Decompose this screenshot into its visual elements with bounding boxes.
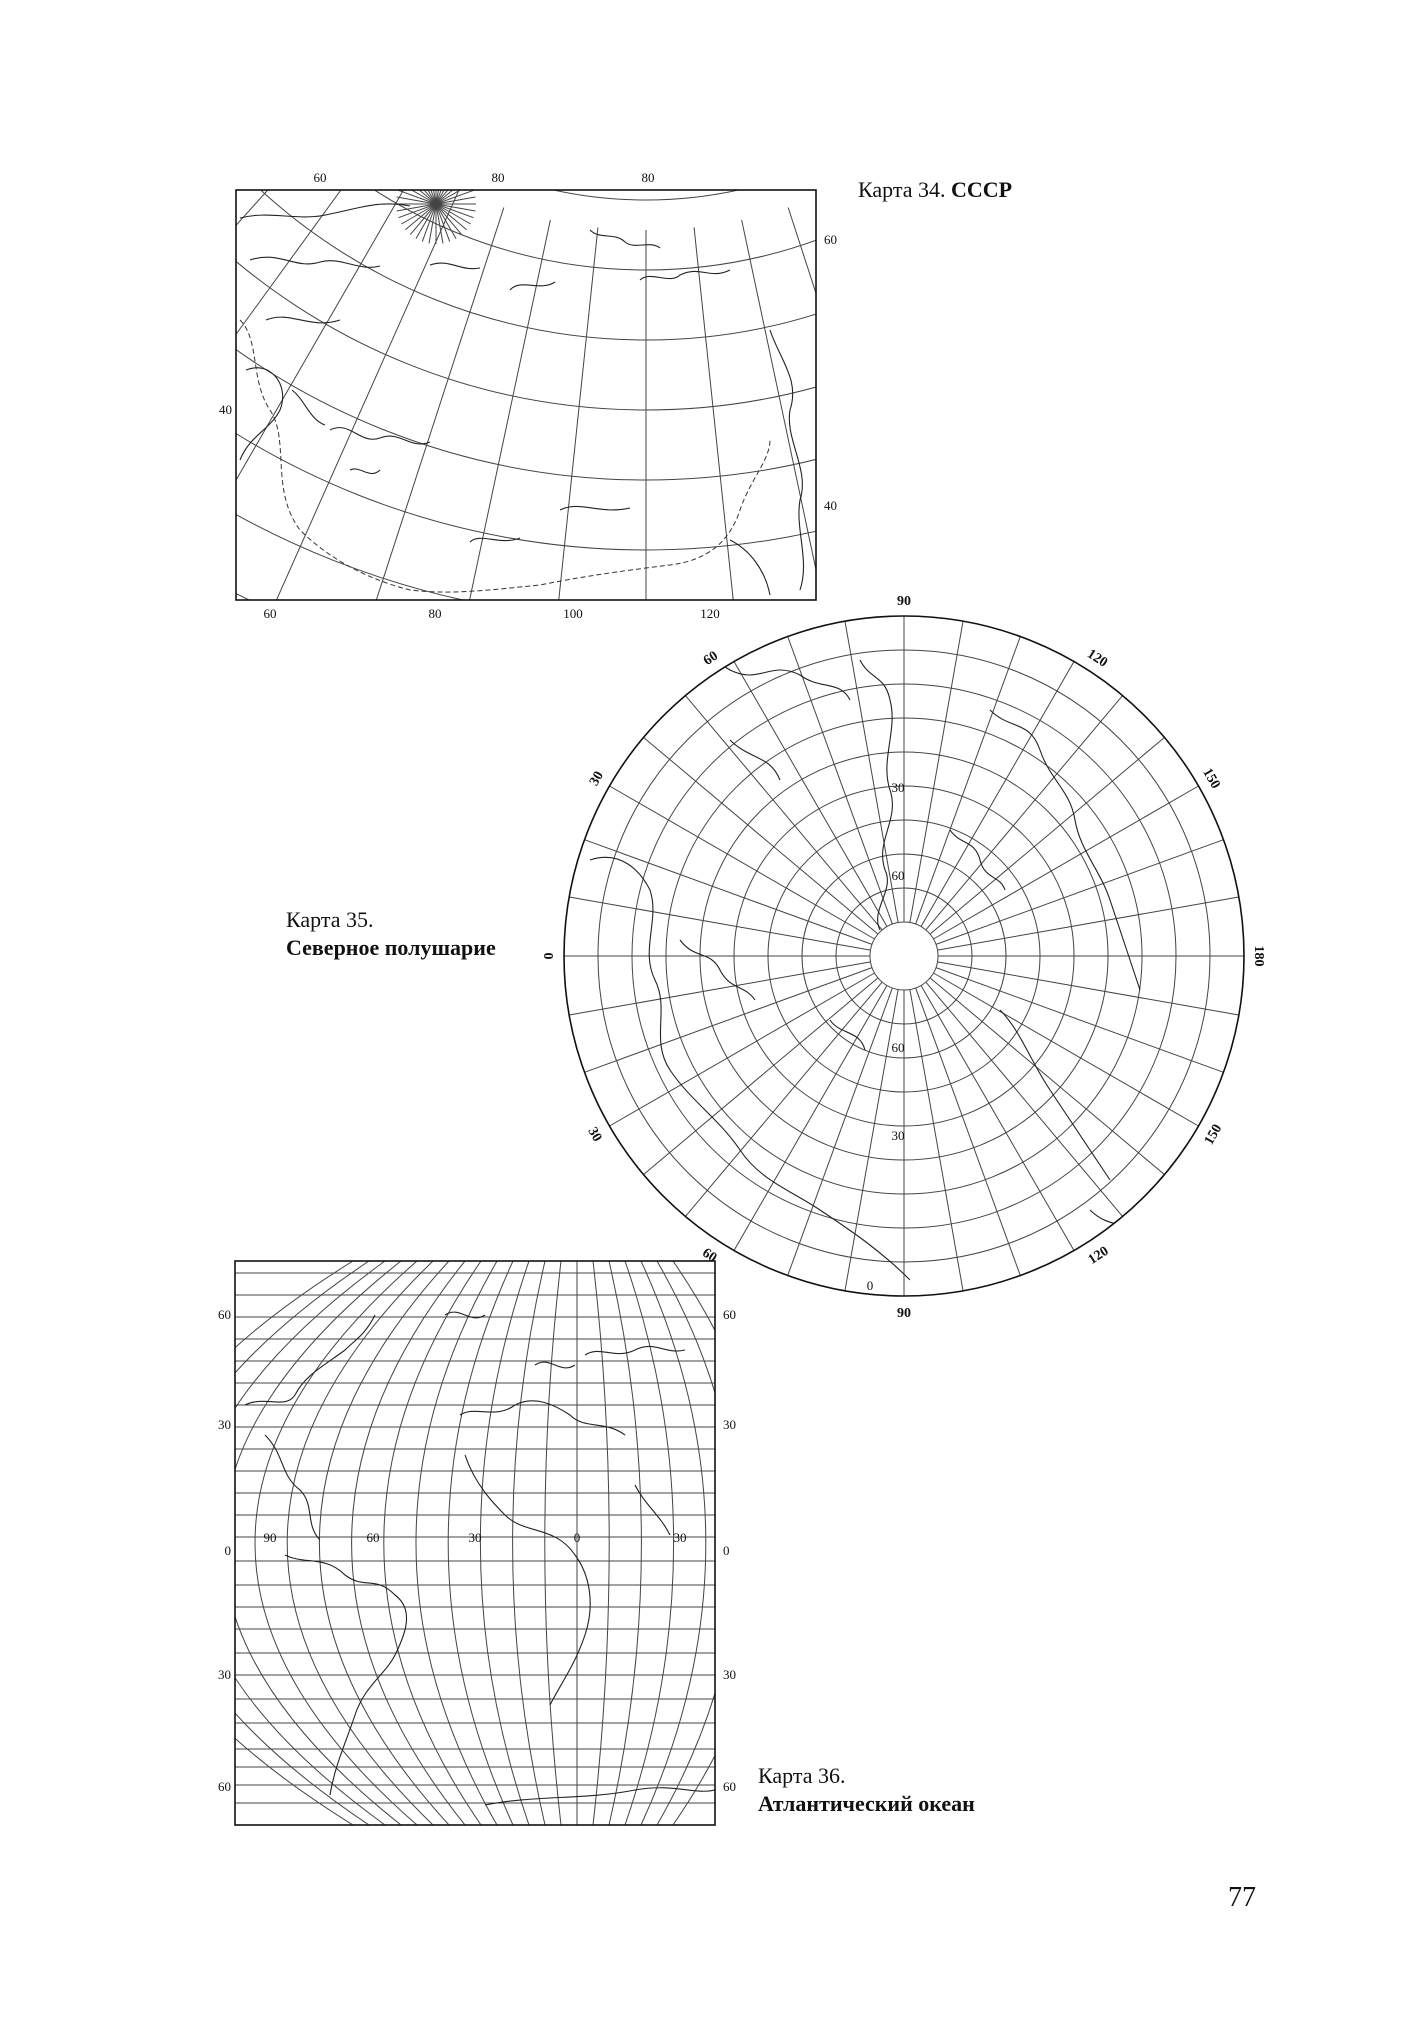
atlantic-coastline [245,1312,715,1805]
atlantic-meridian [625,1261,674,1825]
hemisphere-meridian [734,662,887,927]
atlantic-meridian [205,1261,385,1825]
ussr-bottom-label: 80 [428,606,442,620]
ussr-meridian [788,207,850,620]
atlantic-meridian-label: 90 [263,1530,277,1545]
ussr-meridian [397,220,551,620]
hemisphere-meridian [910,989,963,1290]
ussr-graticule [210,170,850,620]
hemisphere-meridian [845,621,898,922]
rim-longitude-label: 150 [1201,1121,1226,1148]
atlantic-right-label: 30 [723,1667,736,1682]
hemisphere-meridian [926,696,1123,930]
atlantic-meridian-label: 60 [366,1530,380,1545]
ussr-meridian [210,190,459,620]
latitude-label: 60 [891,868,905,883]
rim-longitude-label: 150 [1199,765,1223,792]
atlantic-meridian [609,1261,641,1825]
hemisphere-meridian [685,696,882,930]
atlantic-right-label: 0 [723,1543,730,1558]
latitude-label: 60 [891,1040,905,1055]
atlantic-right-label: 30 [723,1417,736,1432]
caption-number: Карта 35. [286,907,374,932]
ussr-meridian [210,170,248,370]
ussr-bottom-label: 100 [563,606,583,620]
hemisphere-meridian [569,897,870,950]
hemisphere-meridian [644,737,878,934]
caption-title: Атлантический океан [758,1791,975,1816]
hemisphere-meridian [910,621,963,922]
hemisphere-meridian [933,973,1198,1126]
atlantic-meridian-label: 30 [468,1530,482,1545]
ussr-pole-ray [416,170,436,204]
ussr-meridian [694,227,771,620]
atlantic-meridian [593,1261,609,1825]
hemisphere-coastline [590,650,1150,1280]
atlantic-meridian [480,1261,529,1825]
ussr-meridian [275,207,504,620]
hemisphere-meridian [921,985,1074,1250]
hemisphere-meridian [685,982,882,1216]
hemisphere-graticule [564,616,1244,1296]
map-northern-hemisphere [530,590,1270,1330]
ussr-meridian [210,170,338,620]
rim-longitude-label: 60 [700,648,721,669]
hemisphere-meridian [936,968,1224,1073]
map-34-caption [858,176,1012,204]
atlantic-right-label: 60 [723,1779,736,1794]
ussr-bottom-label: 60 [263,606,277,620]
rim-longitude-label: 120 [1084,646,1110,671]
hemisphere-meridian [916,988,1021,1276]
hemisphere-meridian [585,840,873,945]
ussr-top-label: 80 [491,170,505,185]
ussr-meridian [833,190,850,620]
atlantic-left-label: 60 [218,1307,231,1322]
ussr-right-label: 40 [824,498,837,513]
rim-longitude-label: 90 [897,1306,911,1321]
ussr-top-label: 80 [641,170,655,185]
map-35-caption [286,906,496,962]
page-number: 77 [1228,1882,1256,1913]
ussr-right-label: 60 [824,232,837,247]
rim-longitude-label: 60 [699,1245,720,1266]
ussr-parallel [216,170,850,200]
caption-title: СССР [951,177,1013,202]
ussr-pole-ray [436,170,456,204]
ussr-bottom-label: 120 [700,606,720,620]
ussr-left-label: 40 [219,402,232,417]
pole-circle [870,922,938,990]
ussr-top-label: 60 [313,170,327,185]
map-ussr [210,170,850,620]
ussr-map-frame [236,190,816,600]
map-atlantic-ocean [205,1255,755,1845]
atlantic-left-label: 30 [218,1667,231,1682]
hemisphere-meridian [926,982,1123,1216]
ussr-meridian [742,220,850,620]
hemisphere-meridian [921,662,1074,927]
atlantic-meridian-label: 0 [573,1530,581,1545]
atlantic-left-label: 60 [218,1779,231,1794]
ussr-meridian [210,170,226,258]
hemisphere-meridian [610,973,875,1126]
rim-longitude-label: 120 [1085,1243,1112,1268]
ussr-coastline [240,204,804,595]
ussr-parallel [210,170,850,410]
hemisphere-meridian [788,637,893,925]
hemisphere-meridian [610,786,875,939]
hemisphere-meridian [937,962,1238,1015]
atlantic-left-label: 0 [224,1543,231,1558]
hemisphere-meridian [937,897,1238,950]
hemisphere-meridian [788,988,893,1276]
atlantic-meridian [545,1261,561,1825]
hemisphere-meridian [930,978,1164,1175]
hemisphere-meridian [734,985,887,1250]
latitude-label: 0 [866,1278,874,1293]
atlantic-meridian-label: 30 [673,1530,687,1545]
ussr-parallel [210,170,850,270]
ussr-meridian [210,170,376,620]
map-36-caption [758,1762,975,1818]
latitude-label: 30 [891,1128,905,1143]
caption-number: Карта 36. [758,1763,846,1788]
atlantic-meridian [255,1261,417,1825]
rim-longitude-label: 0 [542,952,557,960]
latitude-label: 30 [891,780,905,795]
hemisphere-meridian [644,978,878,1175]
atlantic-right-label: 60 [723,1307,736,1322]
rim-longitude-label: 90 [897,594,911,609]
atlantic-meridian [416,1261,497,1825]
rim-longitude-label: 180 [1251,945,1266,967]
hemisphere-meridian [933,786,1198,939]
atlantic-meridian [287,1261,433,1825]
rim-longitude-label: 30 [584,1124,605,1145]
rim-longitude-label: 30 [586,768,607,789]
caption-prefix: Карта 34. [858,177,952,202]
atlantic-meridian [384,1261,481,1825]
hemisphere-meridian [585,968,873,1073]
atlantic-meridian [513,1261,545,1825]
ussr-meridian [521,227,598,620]
atlantic-left-label: 30 [218,1417,231,1432]
hemisphere-meridian [916,637,1021,925]
caption-title: Северное полушарие [286,935,496,960]
